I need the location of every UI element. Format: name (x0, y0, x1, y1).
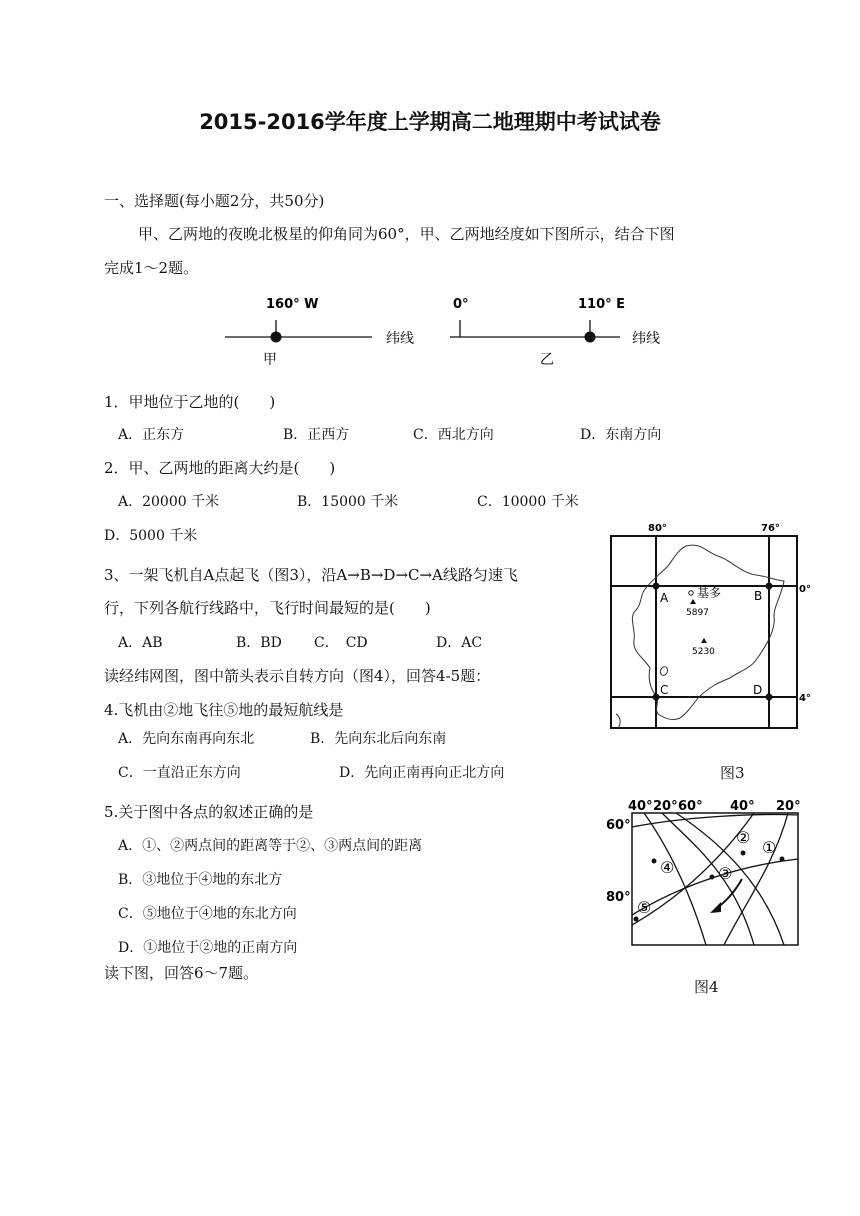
label-yi: 乙 (540, 352, 554, 368)
q5-option-a: A．①、②两点间的距离等于②、③两点间的距离 (118, 838, 423, 854)
read-fig4-instruction: 读经纬网图，图中箭头表示自转方向（图4），回答4-5题： (104, 667, 491, 685)
q4-option-d: D．先向正南再向正北方向 (339, 765, 505, 781)
fig3-point-c (653, 694, 660, 701)
fig4-top-label-4: 40° (730, 799, 755, 814)
fig4-point-2: ② (736, 828, 751, 847)
fig4-point-4: ④ (660, 858, 675, 877)
fig3-point-d (766, 694, 773, 701)
lon-0: 0° (453, 297, 469, 312)
figure-4-caption: 图4 (694, 978, 719, 996)
q1-option-b: B．正西方 (283, 427, 350, 443)
q3-stem-line-2: 行，下列各航行线路中，飞行时间最短的是( ) (104, 599, 431, 617)
q1-option-d: D．东南方向 (580, 427, 662, 443)
fig3-peak-1: 5897 (686, 608, 709, 618)
q4-option-c: C．一直沿正东方向 (118, 765, 241, 781)
city-quito-marker (689, 591, 693, 595)
fig4-point-1: ① (762, 838, 777, 857)
q5-stem: 5.关于图中各点的叙述正确的是 (104, 803, 314, 821)
fig3-peak-2: 5230 (692, 647, 715, 657)
q3-stem-line-1: 3、一架飞机自A点起飞（图3），沿A→B→D→C→A线路匀速飞 (104, 566, 518, 584)
peak-1-icon (690, 599, 696, 604)
fig4-top-label-5: 20° (776, 799, 801, 814)
point-yi (585, 332, 596, 343)
fig3-lon-right: 76° (761, 523, 780, 534)
q1-stem: 1．甲地位于乙地的( ) (104, 393, 276, 411)
fig4-point-3: ③ (718, 864, 733, 883)
q2-stem: 2．甲、乙两地的距离大约是( ) (104, 459, 336, 477)
fig3-city-label: 基多 (697, 586, 722, 600)
q3-option-a: A．AB (118, 635, 163, 651)
q4-option-b: B．先向东北后向东南 (310, 731, 447, 747)
section-heading: 一、选择题(每小题2分，共50分) (104, 192, 325, 210)
q2-option-b: B．15000 千米 (297, 494, 399, 510)
fig3-lon-left: 80° (648, 523, 667, 534)
longitude-figure (220, 290, 680, 370)
q1-option-c: C．西北方向 (413, 427, 494, 443)
read-next-instruction: 读下图，回答6～7题。 (104, 964, 259, 982)
fig4-left-label-1: 60° (606, 818, 631, 833)
fig3-point-b (766, 583, 773, 590)
point-jia (271, 332, 282, 343)
lon-110e: 110° E (578, 297, 626, 312)
q1-option-a: A．正东方 (118, 427, 185, 443)
q3-option-b: B．BD (236, 635, 282, 651)
figure-4-graticule (604, 795, 814, 955)
fig3-lat-bottom: 4° (799, 693, 811, 704)
q5-option-b: B．③地位于④地的东北方 (118, 872, 283, 888)
fig3-label-b: B (754, 589, 763, 603)
intro-line-2: 完成1～2题。 (104, 259, 199, 277)
q5-option-c: C．⑤地位于④地的东北方向 (118, 906, 297, 922)
q4-option-a: A．先向东南再向东北 (118, 731, 255, 747)
q2-option-c: C．10000 千米 (477, 494, 579, 510)
fig4-point-5: ⑤ (637, 898, 652, 917)
fig4-top-label-2: 20° (653, 799, 678, 814)
fig3-label-d: D (753, 683, 763, 697)
lon-160w: 160° W (266, 297, 319, 312)
figure-3-caption: 图3 (720, 764, 745, 782)
fig3-label-c: C (660, 683, 669, 697)
fig3-label-a: A (660, 591, 669, 605)
figure-3-map (606, 518, 820, 738)
q3-option-c: C． CD (314, 635, 368, 651)
q2-option-a: A．20000 千米 (118, 494, 220, 510)
peak-2-icon (701, 638, 707, 643)
fig4-left-label-2: 80° (606, 890, 631, 905)
q3-option-d: D．AC (436, 635, 483, 651)
page-title: 2015-2016学年度上学期高二地理期中考试试卷 (199, 110, 661, 134)
fig4-top-label-3: 60° (678, 799, 703, 814)
q4-stem: 4.飞机由②地飞往⑤地的最短航线是 (104, 701, 344, 719)
q2-option-d: D．5000 千米 (104, 528, 198, 544)
fig3-point-a (653, 583, 660, 590)
label-jia: 甲 (263, 352, 277, 368)
fig4-top-label-1: 40° (628, 799, 653, 814)
intro-line-1: 甲、乙两地的夜晚北极星的仰角同为60°，甲、乙两地经度如下图所示，结合下图 (138, 225, 675, 243)
fig3-lat-top: 0° (799, 584, 811, 595)
label-latitude-left: 纬线 (386, 331, 414, 347)
q5-option-d: D．①地位于②地的正南方向 (118, 940, 298, 956)
label-latitude-right: 纬线 (632, 331, 660, 347)
